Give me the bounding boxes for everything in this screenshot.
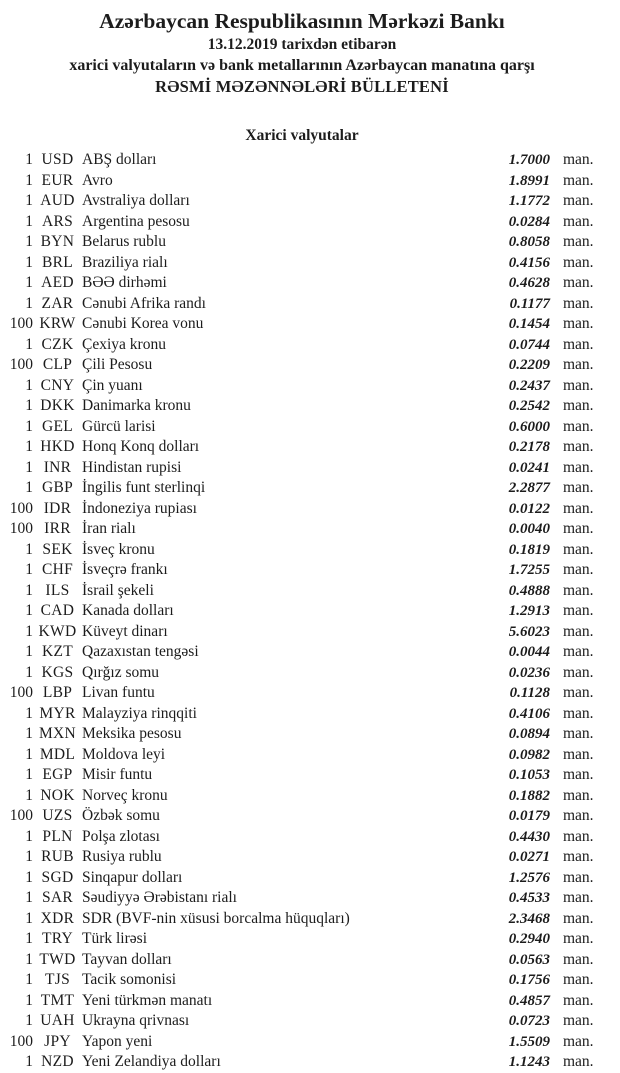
currency-quantity: 100 <box>9 807 33 824</box>
currency-rate: 0.4156 <box>508 254 550 271</box>
unit-label: man. <box>563 233 594 250</box>
currency-quantity: 1 <box>25 643 33 660</box>
currency-name: Özbək somu <box>82 807 160 824</box>
currency-quantity: 100 <box>9 315 33 332</box>
unit-label: man. <box>563 1032 594 1050</box>
currency-name: Yapon yeni <box>82 1032 153 1050</box>
currency-rate: 0.1128 <box>509 685 550 701</box>
currency-name: ABŞ dolları <box>82 151 157 168</box>
currency-quantity: 1 <box>25 397 33 414</box>
unit-label: man. <box>563 335 594 353</box>
currency-row <box>0 970 620 991</box>
currency-name: Hindistan rupisi <box>82 458 182 476</box>
currency-row <box>0 314 620 335</box>
currency-quantity: 1 <box>25 581 33 599</box>
currency-rate: 1.1243 <box>508 1054 550 1070</box>
currency-code: SAR <box>41 889 74 906</box>
currency-name: Çin yuanı <box>82 376 143 394</box>
currency-row <box>0 663 620 684</box>
currency-code: ZAR <box>41 294 74 312</box>
currency-rate: 2.3468 <box>508 910 550 927</box>
currency-rate: 0.2542 <box>508 398 550 414</box>
bulletin-header <box>0 0 620 98</box>
currency-row <box>0 847 620 868</box>
currency-row <box>0 150 620 171</box>
unit-label: man. <box>563 479 594 496</box>
currency-quantity: 100 <box>9 520 33 537</box>
unit-label: man. <box>563 622 594 640</box>
currency-row <box>0 1011 620 1032</box>
currency-rate: 1.5509 <box>508 1033 550 1050</box>
currency-row <box>0 437 620 458</box>
currency-quantity: 1 <box>25 151 33 168</box>
currency-quantity: 1 <box>25 950 33 968</box>
currency-name: Çili Pesosu <box>82 356 153 373</box>
currency-quantity: 100 <box>9 499 33 517</box>
unit-label: man. <box>563 971 594 988</box>
currency-code: IDR <box>43 499 72 517</box>
unit-label: man. <box>563 356 594 373</box>
currency-code: GEL <box>41 417 74 435</box>
currency-quantity: 1 <box>25 1012 33 1029</box>
currency-quantity: 1 <box>25 192 33 209</box>
currency-code: AUD <box>40 192 75 209</box>
currency-code: DKK <box>40 397 75 414</box>
currency-row <box>0 642 620 663</box>
unit-label: man. <box>563 376 594 394</box>
currency-rate: 0.0563 <box>508 951 550 968</box>
unit-label: man. <box>563 151 594 168</box>
currency-code: PLN <box>42 827 73 845</box>
currency-rate: 2.2877 <box>508 480 550 496</box>
currency-quantity: 1 <box>25 438 33 455</box>
currency-code: CLP <box>42 356 73 373</box>
unit-label: man. <box>563 417 594 435</box>
currency-rate: 1.1772 <box>508 193 550 209</box>
currency-row <box>0 991 620 1012</box>
currency-code: GBP <box>41 479 74 496</box>
currency-quantity: 100 <box>9 684 33 701</box>
currency-rate: 0.0744 <box>508 336 550 353</box>
currency-name: Tacik somonisi <box>82 971 177 988</box>
currency-code: NOK <box>40 786 75 804</box>
currency-quantity: 1 <box>25 622 33 640</box>
currency-quantity: 1 <box>25 479 33 496</box>
currency-code: XDR <box>40 909 75 927</box>
currency-row <box>0 355 620 376</box>
currency-rate: 0.0894 <box>508 726 550 742</box>
currency-name: Rusiya rublu <box>82 848 162 865</box>
currency-quantity: 1 <box>25 868 33 886</box>
currency-name: Avstraliya dolları <box>82 192 190 209</box>
currency-quantity: 1 <box>25 909 33 927</box>
unit-label: man. <box>563 581 594 599</box>
currency-row <box>0 499 620 520</box>
currency-name: İsveçrə frankı <box>82 561 168 578</box>
currency-row <box>0 396 620 417</box>
currency-rate: 0.0284 <box>508 213 550 230</box>
currency-code: TJS <box>44 971 71 988</box>
currency-code: INR <box>43 458 72 476</box>
unit-label: man. <box>563 684 594 701</box>
currency-rate: 0.1756 <box>508 972 550 988</box>
currency-code: BRL <box>41 253 74 271</box>
unit-label: man. <box>563 520 594 537</box>
currency-code: NZD <box>41 1053 74 1070</box>
currency-row <box>0 232 620 253</box>
unit-label: man. <box>563 909 594 927</box>
unit-label: man. <box>563 171 594 189</box>
currency-quantity: 1 <box>25 335 33 353</box>
unit-label: man. <box>563 807 594 824</box>
currency-row <box>0 540 620 561</box>
section-title-foreign-currencies: Xarici valyutalar <box>245 127 359 144</box>
unit-label: man. <box>563 274 594 291</box>
currency-code: CHF <box>41 561 74 578</box>
bulletin-subtitle: xarici valyutaların və bank metallarının Azərbaycan manatına qarşı <box>69 57 535 74</box>
currency-quantity: 1 <box>25 745 33 763</box>
currency-code: KZT <box>41 643 74 660</box>
currency-code: MXN <box>38 725 77 742</box>
currency-name: Gürcü larisi <box>82 417 156 435</box>
currency-name: İsrail şekeli <box>82 581 154 599</box>
currency-name: Kanada dolları <box>82 602 174 619</box>
currency-name: Sinqapur dolları <box>82 868 183 886</box>
unit-label: man. <box>563 253 594 271</box>
currency-name: Belarus rublu <box>82 233 166 250</box>
unit-label: man. <box>563 438 594 455</box>
currency-row <box>0 745 620 766</box>
currency-quantity: 1 <box>25 725 33 742</box>
currency-quantity: 1 <box>25 540 33 558</box>
currency-quantity: 1 <box>25 458 33 476</box>
currency-rate: 0.0723 <box>508 1013 550 1029</box>
currency-quantity: 1 <box>25 1053 33 1070</box>
effective-date-line: 13.12.2019 tarixdən etibarən <box>207 36 397 53</box>
currency-rate: 0.6000 <box>508 418 550 435</box>
currency-code: USD <box>41 151 74 168</box>
bank-name-title: Azərbaycan Respublikasının Mərkəzi Bankı <box>99 9 505 33</box>
currency-rate: 1.8991 <box>508 172 550 189</box>
currency-name: SDR (BVF-nin xüsusi borcalma hüquqları) <box>82 909 350 927</box>
currency-row <box>0 253 620 274</box>
currency-rate: 0.2178 <box>508 439 550 455</box>
currency-row <box>0 724 620 745</box>
currency-quantity: 100 <box>9 356 33 373</box>
currency-name: Səudiyyə Ərəbistanı rialı <box>82 889 237 906</box>
currency-quantity: 100 <box>9 1032 33 1050</box>
unit-label: man. <box>563 397 594 414</box>
currency-name: Meksika pesosu <box>82 725 182 742</box>
currency-name: Danimarka kronu <box>82 397 191 414</box>
currency-quantity: 1 <box>25 274 33 291</box>
currency-rate: 0.4430 <box>508 828 550 845</box>
currency-code: UAH <box>40 1012 75 1029</box>
currency-rate: 0.2940 <box>508 931 550 947</box>
unit-label: man. <box>563 704 594 722</box>
currency-rate: 0.4533 <box>508 890 550 906</box>
currency-code: HKD <box>40 438 75 455</box>
currency-quantity: 1 <box>25 561 33 578</box>
unit-label: man. <box>563 663 594 681</box>
currency-quantity: 1 <box>25 704 33 722</box>
currency-row <box>0 417 620 438</box>
currency-code: EUR <box>41 171 74 189</box>
currency-code: CNY <box>40 376 75 394</box>
currency-quantity: 1 <box>25 602 33 619</box>
currency-name: Avro <box>82 171 113 189</box>
currency-rate: 1.7000 <box>508 152 550 168</box>
unit-label: man. <box>563 848 594 865</box>
currency-rate: 0.2209 <box>508 357 550 373</box>
currency-row <box>0 601 620 622</box>
unit-label: man. <box>563 540 594 558</box>
currency-name: İran rialı <box>82 520 136 537</box>
currency-code: CZK <box>41 335 74 353</box>
currency-rate: 0.1454 <box>508 316 550 332</box>
currency-row <box>0 294 620 315</box>
currency-row <box>0 950 620 971</box>
unit-label: man. <box>563 1053 594 1070</box>
currency-name: Livan funtu <box>82 684 155 701</box>
currency-quantity: 1 <box>25 212 33 230</box>
currency-rate: 0.1177 <box>509 295 550 312</box>
currency-quantity: 1 <box>25 766 33 783</box>
currency-quantity: 1 <box>25 376 33 394</box>
currency-code: TRY <box>41 930 74 947</box>
currency-quantity: 1 <box>25 171 33 189</box>
unit-label: man. <box>563 725 594 742</box>
currency-rate: 0.0236 <box>508 664 550 681</box>
currency-rate: 0.0044 <box>508 644 550 660</box>
currency-rate: 0.0271 <box>508 849 550 865</box>
unit-label: man. <box>563 561 594 578</box>
currency-quantity: 1 <box>25 294 33 312</box>
currency-row <box>0 622 620 643</box>
currency-rate: 0.1819 <box>508 541 550 558</box>
currency-name: Küveyt dinarı <box>82 622 168 640</box>
currency-row <box>0 786 620 807</box>
unit-label: man. <box>563 766 594 783</box>
currency-name: Qırğız somu <box>82 663 160 681</box>
currency-rate: 0.8058 <box>508 234 550 250</box>
unit-label: man. <box>563 745 594 763</box>
currency-name: Honq Konq dolları <box>82 438 200 455</box>
currency-row <box>0 765 620 786</box>
currency-code: MYR <box>39 704 76 722</box>
unit-label: man. <box>563 294 594 312</box>
currency-row <box>0 1032 620 1053</box>
currency-row <box>0 212 620 233</box>
currency-row <box>0 929 620 950</box>
currency-row <box>0 868 620 889</box>
currency-rate: 0.4857 <box>508 992 550 1009</box>
currency-rate: 0.0179 <box>508 808 550 824</box>
currency-code: AED <box>41 274 74 291</box>
currency-row <box>0 335 620 356</box>
currency-name: BƏƏ dirhəmi <box>82 274 167 291</box>
unit-label: man. <box>563 1012 594 1029</box>
currency-name: İsveç kronu <box>82 540 155 558</box>
currency-rate: 0.2437 <box>508 377 550 394</box>
currency-code: CAD <box>40 602 75 619</box>
currency-rate: 0.0982 <box>508 746 550 763</box>
unit-label: man. <box>563 786 594 804</box>
currency-code: BYN <box>40 233 75 250</box>
currency-row <box>0 827 620 848</box>
currency-row <box>0 704 620 725</box>
currency-rate: 5.6023 <box>508 623 550 640</box>
currency-rate: 1.7255 <box>508 562 550 578</box>
currency-name: Moldova leyi <box>82 745 166 763</box>
currency-name: Yeni türkmən manatı <box>82 991 213 1009</box>
currency-quantity: 1 <box>25 991 33 1009</box>
currency-rate: 0.4628 <box>508 275 550 291</box>
currency-quantity: 1 <box>25 233 33 250</box>
currency-row <box>0 171 620 192</box>
currency-code: MDL <box>39 745 76 763</box>
currency-code: KWD <box>38 622 77 640</box>
unit-label: man. <box>563 315 594 332</box>
currency-quantity: 1 <box>25 930 33 947</box>
currency-quantity: 1 <box>25 889 33 906</box>
unit-label: man. <box>563 950 594 968</box>
currency-row <box>0 273 620 294</box>
unit-label: man. <box>563 868 594 886</box>
currency-rate: 0.0241 <box>508 459 550 476</box>
currency-code: TWD <box>39 950 76 968</box>
currency-quantity: 1 <box>25 253 33 271</box>
currency-row <box>0 909 620 930</box>
currency-name: Polşa zlotası <box>82 827 160 845</box>
currency-row <box>0 458 620 479</box>
currency-rate: 0.4888 <box>508 582 550 599</box>
currency-name: Norveç kronu <box>82 786 168 804</box>
currency-name: Qazaxıstan tengəsi <box>82 643 199 660</box>
currency-name: Misir funtu <box>82 766 153 783</box>
unit-label: man. <box>563 458 594 476</box>
unit-label: man. <box>563 499 594 517</box>
currency-rate: 0.1882 <box>508 787 550 804</box>
currency-code: LBP <box>42 684 73 701</box>
currency-rate: 1.2576 <box>508 869 550 886</box>
currency-name: Ukrayna qrivnası <box>82 1012 190 1029</box>
unit-label: man. <box>563 192 594 209</box>
currency-name: Argentina pesosu <box>82 212 190 230</box>
currency-quantity: 1 <box>25 663 33 681</box>
currency-row <box>0 888 620 909</box>
unit-label: man. <box>563 889 594 906</box>
currency-name: Cənubi Afrika randı <box>82 294 206 312</box>
currency-name: Braziliya rialı <box>82 253 168 271</box>
currency-row <box>0 683 620 704</box>
currency-name: Çexiya kronu <box>82 335 166 353</box>
currency-quantity: 1 <box>25 971 33 988</box>
currency-rate: 1.2913 <box>508 603 550 619</box>
currency-code: ARS <box>41 212 74 230</box>
bulletin-title: RƏSMİ MƏZƏNNƏLƏRİ BÜLLETENİ <box>155 77 449 96</box>
currency-rate: 0.1053 <box>508 767 550 783</box>
currency-name: Malayziya rinqqiti <box>82 704 197 722</box>
currency-name: İngilis funt sterlinqi <box>82 479 206 496</box>
currency-row <box>0 560 620 581</box>
currency-row <box>0 581 620 602</box>
currency-code: IRR <box>44 520 71 537</box>
currency-quantity: 1 <box>25 786 33 804</box>
currency-row <box>0 191 620 212</box>
currency-rate: 0.4106 <box>508 705 550 722</box>
unit-label: man. <box>563 602 594 619</box>
currency-code: JPY <box>44 1032 71 1050</box>
currency-row <box>0 478 620 499</box>
currency-quantity: 1 <box>25 417 33 435</box>
unit-label: man. <box>563 212 594 230</box>
currency-code: SEK <box>42 540 73 558</box>
currency-code: KGS <box>41 663 74 681</box>
currency-code: UZS <box>42 807 73 824</box>
unit-label: man. <box>563 930 594 947</box>
currency-code: KRW <box>39 315 76 332</box>
currency-rate: 0.0040 <box>508 521 550 537</box>
currency-row <box>0 519 620 540</box>
currency-quantity: 1 <box>25 848 33 865</box>
currency-code: RUB <box>41 848 74 865</box>
currency-code: EGP <box>42 766 73 783</box>
currency-name: Tayvan dolları <box>82 950 172 968</box>
currency-name: Yeni Zelandiya dolları <box>82 1053 221 1070</box>
currency-code: ILS <box>45 581 70 599</box>
currency-row <box>0 376 620 397</box>
currency-quantity: 1 <box>25 827 33 845</box>
currency-name: İndoneziya rupiası <box>82 499 197 517</box>
unit-label: man. <box>563 643 594 660</box>
currency-row <box>0 806 620 827</box>
rates-table <box>0 150 620 1073</box>
unit-label: man. <box>563 827 594 845</box>
currency-rate: 0.0122 <box>508 500 550 517</box>
currency-name: Cənubi Korea vonu <box>82 315 204 332</box>
currency-row <box>0 1052 620 1073</box>
currency-code: SGD <box>41 868 74 886</box>
unit-label: man. <box>563 991 594 1009</box>
currency-name: Türk lirəsi <box>82 930 147 947</box>
currency-code: TMT <box>40 991 75 1009</box>
